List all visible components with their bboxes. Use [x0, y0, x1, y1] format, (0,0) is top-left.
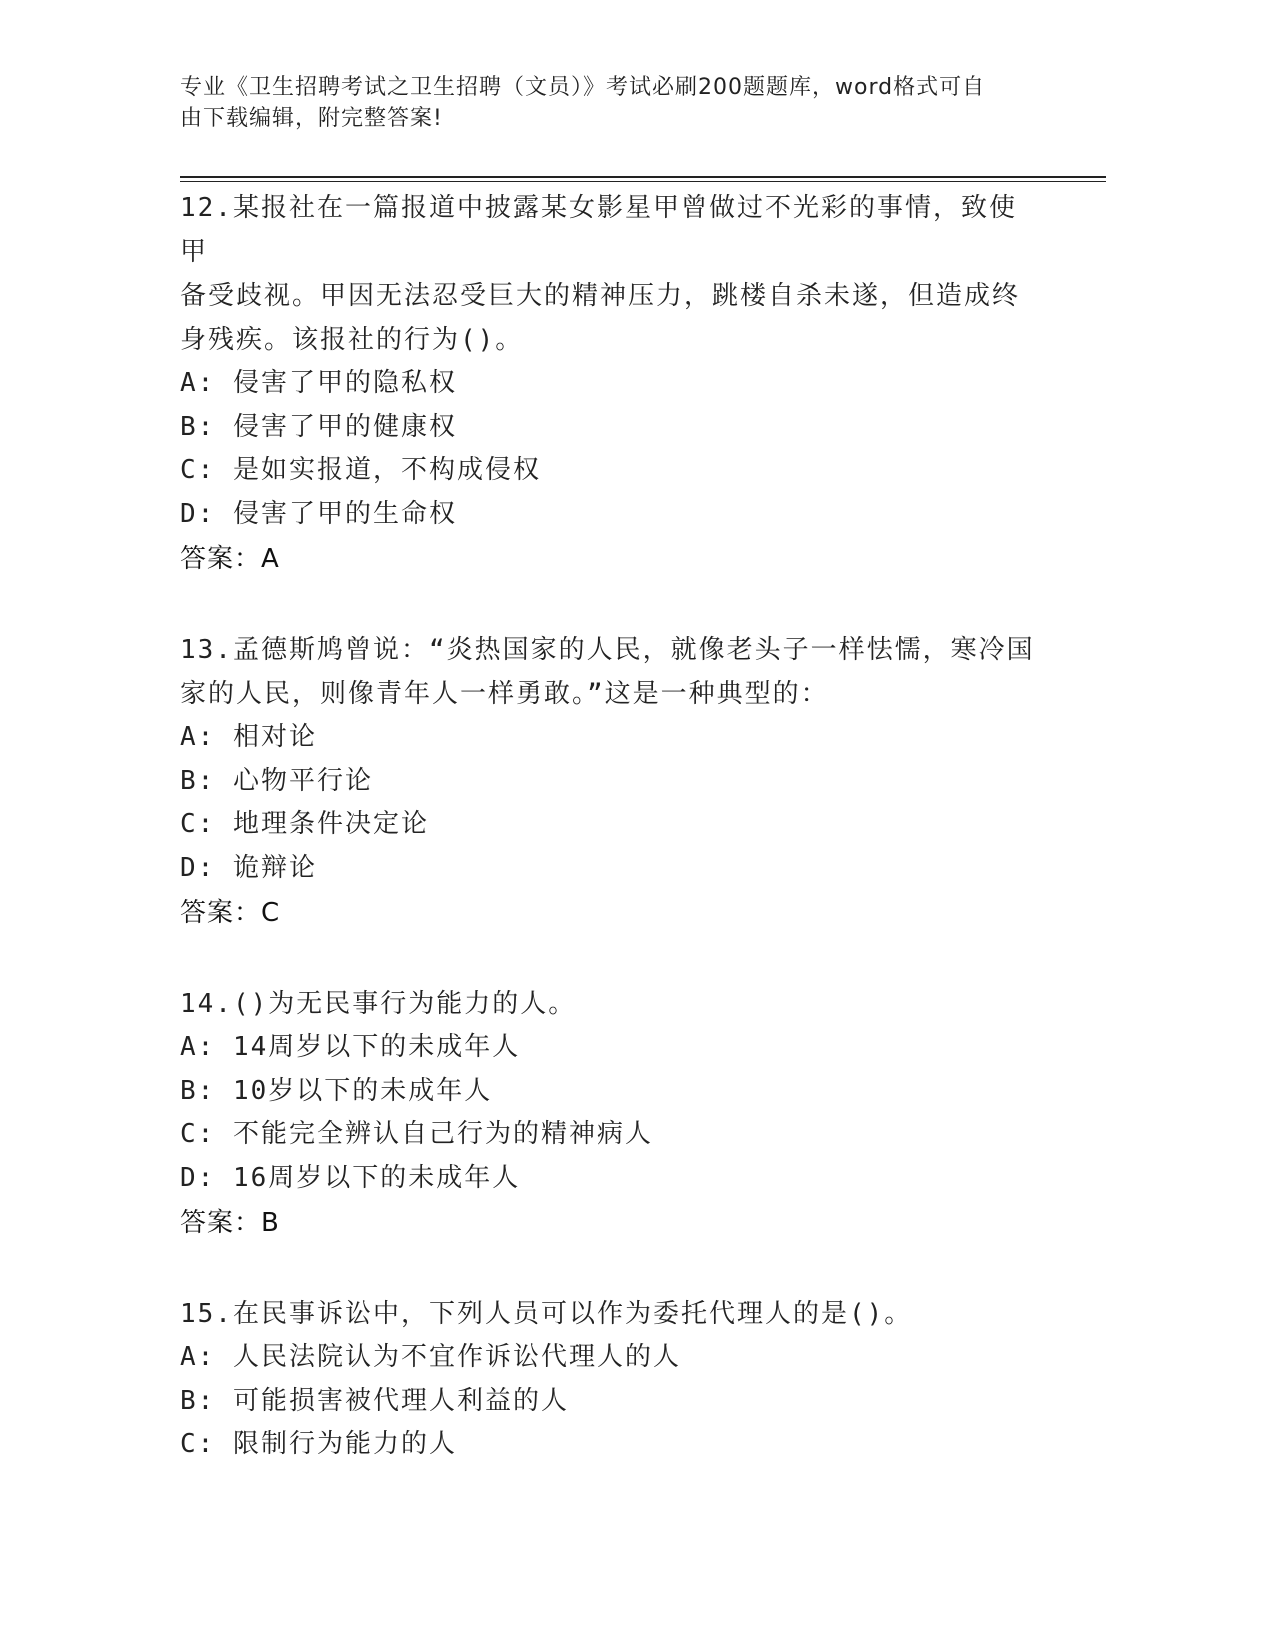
- header-divider-thin: [180, 181, 1106, 182]
- option-b: B: 侵害了甲的健康权: [180, 411, 457, 442]
- question-block: [180, 628, 1040, 936]
- question-block: [180, 982, 1040, 1246]
- question-block: [180, 1292, 1040, 1467]
- option-a: A: 相对论: [180, 722, 317, 752]
- answer-line: 答案：B: [180, 1208, 280, 1238]
- option-b: B: 10岁以下的未成年人: [180, 1075, 493, 1106]
- spacer: [180, 936, 1040, 982]
- option-c: C: 限制行为能力的人: [180, 1429, 457, 1459]
- question-text-line: 14.()为无民事行为能力的人。: [180, 989, 577, 1019]
- answer-line: 答案：C: [180, 898, 281, 928]
- document-header: [180, 72, 1040, 134]
- question-text-line: 身残疾。该报社的行为()。: [180, 325, 524, 355]
- spacer: [180, 582, 1040, 628]
- question-text-line: 12.某报社在一篇报道中披露某女影星甲曾做过不光彩的事情，致使甲: [180, 193, 1017, 267]
- question-text-line: 家的人民，则像青年人一样勇敢。”这是一种典型的：: [180, 679, 829, 709]
- option-c: C: 地理条件决定论: [180, 809, 429, 839]
- option-b: B: 可能损害被代理人利益的人: [180, 1385, 569, 1416]
- option-c: C: 是如实报道，不构成侵权: [180, 455, 541, 485]
- question-text-line: 13.孟德斯鸠曾说：“炎热国家的人民，就像老头子一样怯懦，寒冷国: [180, 635, 1035, 665]
- question-block: [180, 186, 1040, 582]
- option-d: D: 诡辩论: [180, 852, 317, 883]
- option-b: B: 心物平行论: [180, 765, 373, 796]
- question-list: [180, 186, 1040, 1467]
- option-d: D: 侵害了甲的生命权: [180, 498, 457, 529]
- question-text-line: 15.在民事诉讼中，下列人员可以作为委托代理人的是()。: [180, 1299, 913, 1329]
- spacer: [180, 1246, 1040, 1292]
- option-a: A: 14周岁以下的未成年人: [180, 1032, 521, 1062]
- option-c: C: 不能完全辨认自己行为的精神病人: [180, 1119, 653, 1149]
- header-line-1: 专业《卫生招聘考试之卫生招聘（文员）》考试必刷200题题库，word格式可自: [180, 75, 986, 100]
- option-d: D: 16周岁以下的未成年人: [180, 1162, 521, 1193]
- header-line-2: 由下载编辑，附完整答案!: [180, 106, 443, 131]
- header-divider-thick: [180, 176, 1106, 178]
- option-a: A: 侵害了甲的隐私权: [180, 368, 457, 398]
- question-text-line: 备受歧视。甲因无法忍受巨大的精神压力，跳楼自杀未遂，但造成终: [180, 281, 1021, 311]
- answer-line: 答案：A: [180, 544, 280, 574]
- option-a: A: 人民法院认为不宜作诉讼代理人的人: [180, 1342, 681, 1372]
